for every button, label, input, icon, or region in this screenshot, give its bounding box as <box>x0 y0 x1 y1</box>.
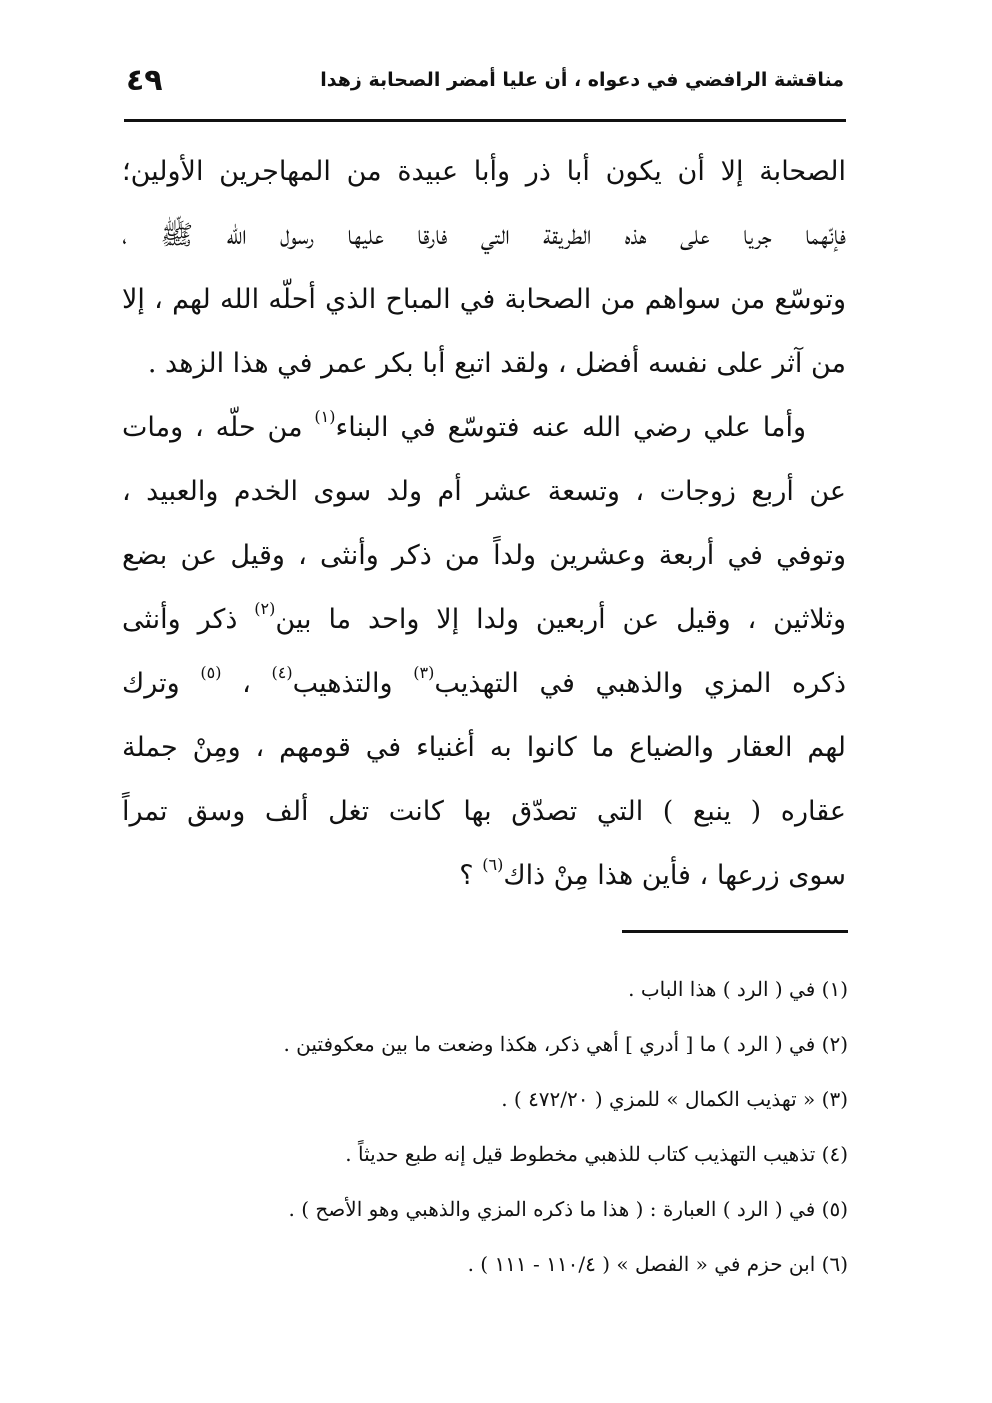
text-span: وترك <box>122 668 201 699</box>
footnote-ref: (١) <box>314 407 336 426</box>
text-span: وأما علي رضي الله عنه فتوسّع في البناء <box>335 412 807 443</box>
footnote-ref: (٤) <box>271 663 293 682</box>
footnote: (٢) في ( الرد ) ما [ أدري ] أهي ذكر، هكذا وضعت ما بين معكوفتين . <box>283 1032 848 1056</box>
text-line <box>122 396 846 460</box>
text-line: وتوفي في أربعة وعشرين ولداً من ذكر وأنثى ، وقيل عن بضع <box>122 540 846 571</box>
footnote-ref: (٦) <box>482 855 504 874</box>
text-line: عقاره ( ينبع ) التي تصدّق بها كانت تغل ألف وسق تمراً <box>122 796 846 827</box>
header-rule <box>124 119 846 122</box>
text-line: فإنّهما جريا على هذه الطريقة التي فارقا عليها رسول الله ﷺ ، <box>122 220 846 251</box>
page-number: ٤٩ <box>126 62 163 98</box>
text-span: ، <box>221 668 272 699</box>
footnote-ref: (٢) <box>254 599 276 618</box>
footnote-ref: (٥) <box>200 663 222 682</box>
footnote: (٤) تذهيب التهذيب كتاب للذهبي مخطوط قيل إنه طبع حديثاً . <box>345 1142 848 1166</box>
footnote-ref: (٣) <box>413 663 435 682</box>
text-span: ذكر وأنثى <box>122 604 255 635</box>
footnote-separator <box>622 930 848 933</box>
footnote: (٣) « تهذيب الكمال » للمزي ( ٤٧٢/٢٠ ) . <box>501 1087 848 1111</box>
text-span: وثلاثين ، وقيل عن أربعين ولدا إلا واحد ما بين <box>275 604 846 635</box>
main-text <box>122 140 846 908</box>
text-line: لهم العقار والضياع ما كانوا به أغنياء في قومهم ، ومِنْ جملة <box>122 732 846 763</box>
text-span: من حلّه ، ومات <box>122 412 315 443</box>
footnote: (٦) ابن حزم في « الفصل » ( ١١٠/٤ - ١١١ ) . <box>467 1252 848 1276</box>
text-line: الصحابة إلا أن يكون أبا ذر وأبا عبيدة من المهاجرين الأولين؛ <box>122 156 846 187</box>
text-line <box>122 588 846 652</box>
text-line: من آثر على نفسه أفضل ، ولقد اتبع أبا بكر عمر في هذا الزهد . <box>147 348 846 379</box>
text-line <box>122 652 846 716</box>
text-line: عن أربع زوجات ، وتسعة عشر أم ولد سوى الخدم والعبيد ، <box>122 476 846 507</box>
text-span: ذكره المزي والذهبي في التهذيب <box>434 668 846 699</box>
text-span: سوى زرعها ، فأين هذا مِنْ ذاك <box>503 860 846 891</box>
text-line: وتوسّع من سواهم من الصحابة في المباح الذي أحلّه الله لهم ، إلا <box>122 284 846 315</box>
footnotes <box>120 962 848 1292</box>
footnote: (١) في ( الرد ) هذا الباب . <box>628 977 848 1001</box>
page-header <box>126 58 844 102</box>
text-span: والتذهيب <box>292 668 414 699</box>
running-title: مناقشة الرافضي في دعواه ، أن عليا أمضر الصحابة زهدا <box>320 69 844 91</box>
text-line <box>122 844 846 908</box>
footnote: (٥) في ( الرد ) العبارة : ( هذا ما ذكره المزي والذهبي وهو الأصح ) . <box>288 1197 848 1221</box>
text-span: ؟ <box>459 860 483 891</box>
